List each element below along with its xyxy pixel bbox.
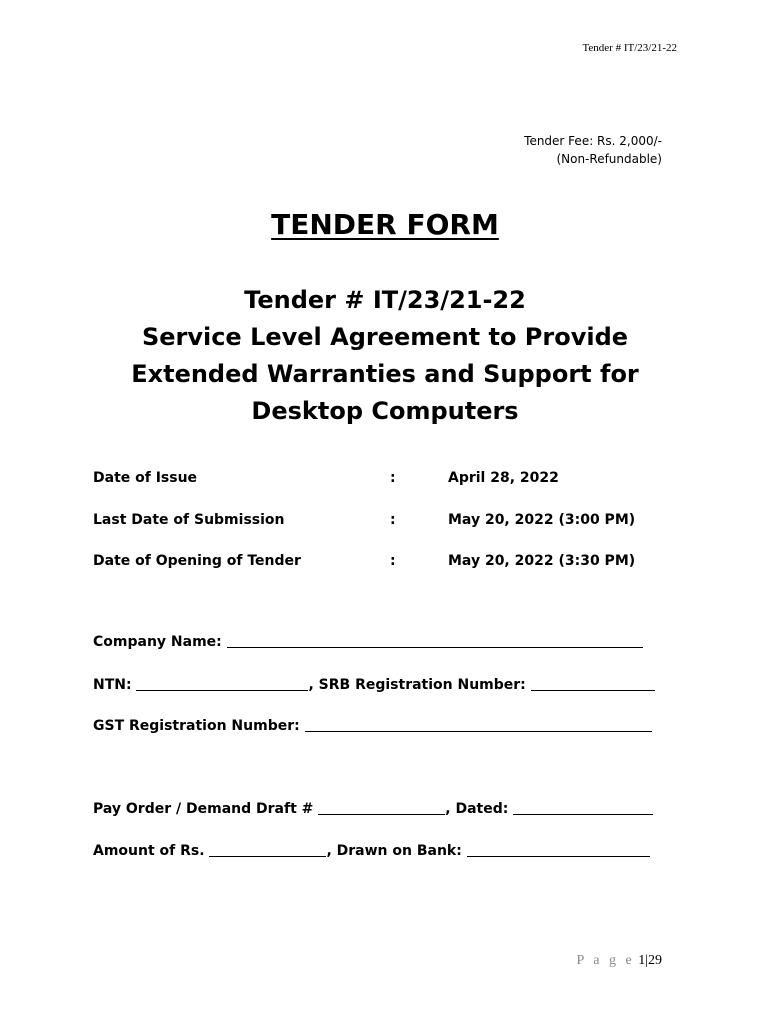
page-footer — [576, 953, 662, 969]
company-name-label: Company Name: — [93, 634, 222, 650]
amount-blank[interactable] — [209, 842, 326, 857]
page-number: 1 — [638, 953, 646, 968]
srb-label: , SRB Registration Number: — [308, 677, 526, 693]
form-title: TENDER FORM — [271, 208, 499, 241]
tender-fee-note: (Non-Refundable) — [556, 152, 662, 166]
date-label: Date of Opening of Tender — [93, 553, 301, 569]
amount-label: Amount of Rs. — [93, 843, 205, 859]
tender-title-line-4: Desktop Computers — [251, 397, 519, 425]
dated-blank[interactable] — [513, 800, 653, 815]
page-word: P a g e — [576, 953, 635, 968]
page-total: 29 — [648, 953, 662, 968]
date-colon: : — [390, 470, 396, 486]
date-label: Last Date of Submission — [93, 511, 285, 528]
pay-order-label: Pay Order / Demand Draft # — [93, 801, 314, 817]
tender-title-line-2: Service Level Agreement to Provide — [141, 323, 629, 351]
tender-title — [0, 282, 770, 430]
tender-fee-amount: Tender Fee: Rs. 2,000/- — [524, 134, 662, 148]
amount-row — [93, 842, 650, 859]
page-separator: | — [645, 953, 648, 968]
date-value: May 20, 2022 (3:30 PM) — [448, 553, 636, 569]
tender-fee — [524, 132, 662, 168]
pay-order-blank[interactable] — [318, 800, 445, 815]
date-row-opening — [93, 553, 653, 595]
ntn-blank[interactable] — [136, 676, 308, 691]
tender-title-line-3: Extended Warranties and Support for — [131, 360, 639, 388]
ntn-srb-row — [93, 676, 655, 693]
date-value: May 20, 2022 (3:00 PM) — [448, 511, 636, 528]
date-label: Date of Issue — [93, 470, 198, 486]
company-name-row — [93, 633, 643, 650]
dates-table — [93, 470, 653, 595]
date-colon: : — [390, 511, 396, 528]
drawn-on-label: , Drawn on Bank: — [326, 843, 462, 859]
date-value: April 28, 2022 — [448, 470, 559, 486]
date-colon: : — [390, 553, 396, 569]
ntn-label: NTN: — [93, 677, 132, 693]
gst-blank[interactable] — [305, 717, 652, 732]
dated-label: , Dated: — [445, 801, 509, 817]
pay-order-row — [93, 800, 653, 817]
tender-title-line-1: Tender # IT/23/21-22 — [244, 286, 526, 314]
date-row-issue — [93, 470, 653, 512]
drawn-on-blank[interactable] — [467, 842, 650, 857]
date-row-submission — [93, 512, 653, 554]
header-tender-ref: Tender # IT/23/21-22 — [582, 42, 677, 54]
gst-label: GST Registration Number: — [93, 718, 300, 734]
srb-blank[interactable] — [531, 676, 655, 691]
company-name-blank[interactable] — [227, 633, 643, 648]
gst-row — [93, 717, 652, 734]
